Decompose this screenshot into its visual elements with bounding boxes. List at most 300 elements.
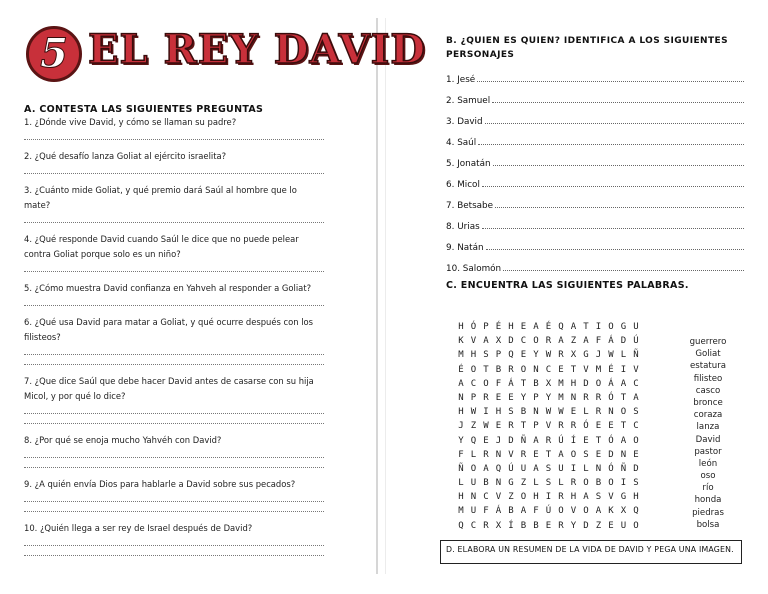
grid-letter[interactable]: J	[458, 421, 465, 432]
grid-letter[interactable]: B	[520, 520, 527, 531]
grid-letter[interactable]: T	[520, 421, 527, 432]
grid-letter[interactable]: H	[458, 407, 465, 418]
grid-letter[interactable]: A	[533, 435, 540, 446]
grid-letter[interactable]: M	[595, 364, 602, 375]
grid-letter[interactable]: Á	[608, 378, 615, 389]
grid-letter[interactable]: A	[633, 392, 640, 403]
grid-letter[interactable]: O	[583, 506, 590, 517]
grid-letter[interactable]: A	[558, 449, 565, 460]
grid-letter[interactable]: H	[495, 407, 502, 418]
grid-letter[interactable]: H	[570, 378, 577, 389]
grid-letter[interactable]: D	[633, 463, 640, 474]
grid-letter[interactable]: Y	[545, 392, 552, 403]
section-a	[24, 104, 324, 556]
grid-letter[interactable]: R	[508, 421, 515, 432]
grid-letter[interactable]: R	[570, 478, 577, 489]
grid-letter[interactable]: K	[458, 336, 465, 347]
grid-letter[interactable]: Q	[495, 463, 502, 474]
grid-letter[interactable]: V	[583, 364, 590, 375]
grid-letter[interactable]: X	[545, 378, 552, 389]
grid-row	[455, 336, 643, 350]
grid-letter[interactable]: Q	[633, 506, 640, 517]
grid-letter[interactable]: O	[558, 506, 565, 517]
search-word: bronce	[693, 397, 723, 408]
grid-letter[interactable]: R	[545, 435, 552, 446]
grid-letter[interactable]: R	[558, 520, 565, 531]
grid-letter[interactable]: O	[620, 407, 627, 418]
grid-letter[interactable]: G	[620, 322, 627, 332]
grid-row	[455, 521, 643, 535]
grid-letter[interactable]: E	[633, 449, 640, 460]
question-text: 2. ¿Qué desafío lanza Goliat al ejército israelita?	[24, 151, 227, 161]
grid-letter[interactable]: E	[595, 449, 602, 460]
grid-letter[interactable]: O	[470, 364, 477, 375]
grid-letter[interactable]: O	[533, 336, 540, 347]
grid-letter[interactable]: R	[483, 520, 490, 531]
grid-letter[interactable]: O	[608, 478, 615, 489]
grid-letter[interactable]: E	[495, 421, 502, 432]
grid-letter[interactable]: A	[458, 378, 465, 389]
grid-letter[interactable]: C	[633, 421, 640, 432]
grid-letter[interactable]: B	[533, 520, 540, 531]
grid-letter[interactable]: W	[470, 407, 477, 418]
grid-letter[interactable]: H	[458, 492, 465, 503]
grid-letter[interactable]: Ñ	[620, 463, 627, 474]
grid-letter[interactable]: W	[545, 407, 552, 418]
grid-letter[interactable]: E	[520, 322, 527, 332]
grid-letter[interactable]: Y	[458, 435, 465, 446]
grid-letter[interactable]: E	[483, 435, 490, 446]
grid-letter[interactable]: L	[458, 478, 465, 489]
grid-letter[interactable]: F	[495, 378, 502, 389]
grid-letter[interactable]: C	[633, 378, 640, 389]
grid-letter[interactable]: W	[608, 350, 615, 361]
grid-letter[interactable]: Á	[608, 336, 615, 347]
grid-row	[455, 407, 643, 421]
grid-letter[interactable]: H	[633, 492, 640, 503]
character-answer-line[interactable]	[495, 207, 744, 208]
grid-letter[interactable]: Í	[570, 435, 577, 446]
grid-letter[interactable]: S	[508, 407, 515, 418]
grid-letter[interactable]: E	[608, 421, 615, 432]
grid-letter[interactable]: D	[508, 435, 515, 446]
search-word: Goliat	[695, 349, 721, 360]
character-row	[446, 148, 744, 169]
grid-letter[interactable]: A	[533, 463, 540, 474]
character-answer-line[interactable]	[478, 144, 744, 145]
character-answer-line[interactable]	[482, 186, 744, 187]
grid-letter[interactable]: R	[483, 392, 490, 403]
grid-letter[interactable]: R	[570, 421, 577, 432]
grid-letter[interactable]: H	[570, 492, 577, 503]
grid-letter[interactable]: L	[583, 407, 590, 418]
grid-letter[interactable]: Y	[533, 350, 540, 361]
grid-letter[interactable]: L	[583, 463, 590, 474]
grid-letter[interactable]: V	[545, 421, 552, 432]
question-block	[24, 315, 324, 365]
character-answer-line[interactable]	[485, 123, 744, 124]
grid-row	[455, 393, 643, 407]
grid-letter[interactable]: E	[583, 435, 590, 446]
grid-letter[interactable]: E	[570, 407, 577, 418]
grid-letter[interactable]: O	[570, 449, 577, 460]
grid-letter[interactable]: I	[620, 478, 627, 489]
grid-letter[interactable]: A	[583, 336, 590, 347]
grid-letter[interactable]: Á	[495, 506, 502, 517]
grid-letter[interactable]: V	[570, 506, 577, 517]
grid-letter[interactable]: Z	[570, 336, 577, 347]
grid-letter[interactable]: Z	[470, 421, 477, 432]
grid-letter[interactable]: A	[595, 506, 602, 517]
question-block	[24, 183, 324, 223]
grid-letter[interactable]: A	[570, 322, 577, 332]
grid-letter[interactable]: B	[520, 407, 527, 418]
answer-line[interactable]	[24, 414, 324, 424]
grid-letter[interactable]: P	[495, 350, 502, 361]
grid-row	[455, 464, 643, 478]
grid-letter[interactable]: U	[633, 322, 640, 332]
answer-line[interactable]	[24, 213, 324, 223]
grid-letter[interactable]: O	[633, 520, 640, 531]
grid-letter[interactable]: W	[545, 350, 552, 361]
grid-letter[interactable]: N	[495, 478, 502, 489]
grid-letter[interactable]: Y	[520, 392, 527, 403]
character-row	[446, 127, 744, 148]
section-b-title: B. ¿QUIEN ES QUIEN? IDENTIFICA A LOS SIGUIENTES PERSONAJES	[446, 36, 728, 60]
grid-letter[interactable]: A	[620, 435, 627, 446]
grid-letter[interactable]: U	[620, 520, 627, 531]
grid-letter[interactable]: E	[595, 421, 602, 432]
grid-letter[interactable]: T	[570, 364, 577, 375]
grid-letter[interactable]: Ó	[608, 463, 615, 474]
grid-letter[interactable]: N	[495, 449, 502, 460]
grid-letter[interactable]: X	[620, 506, 627, 517]
character-row	[446, 85, 744, 106]
grid-letter[interactable]: N	[570, 392, 577, 403]
grid-letter[interactable]: Q	[458, 520, 465, 531]
word-list	[680, 336, 736, 531]
grid-letter[interactable]: V	[633, 364, 640, 375]
grid-letter[interactable]: S	[595, 492, 602, 503]
grid-letter[interactable]: R	[595, 392, 602, 403]
grid-row	[455, 421, 643, 435]
answer-line[interactable]	[24, 502, 324, 512]
grid-letter[interactable]: B	[483, 478, 490, 489]
grid-letter[interactable]: É	[608, 364, 615, 375]
grid-letter[interactable]: N	[533, 407, 540, 418]
character-row	[446, 106, 744, 127]
answer-line[interactable]	[24, 546, 324, 556]
grid-letter[interactable]: X	[495, 336, 502, 347]
answer-line[interactable]	[24, 458, 324, 468]
grid-letter[interactable]: Í	[508, 520, 515, 531]
answer-line[interactable]	[24, 262, 324, 272]
grid-letter[interactable]: D	[608, 449, 615, 460]
grid-row	[455, 436, 643, 450]
grid-letter[interactable]: W	[483, 421, 490, 432]
question-text: 5. ¿Cómo muestra David confianza en Yahveh al responder a Goliat?	[24, 283, 312, 293]
grid-letter[interactable]: L	[470, 449, 477, 460]
search-word: coraza	[693, 410, 723, 421]
grid-letter[interactable]: S	[545, 478, 552, 489]
grid-letter[interactable]: N	[620, 449, 627, 460]
grid-letter[interactable]: T	[483, 364, 490, 375]
section-d-title: D. ELABORA UN RESUMEN DE LA VIDA DE DAVID Y PEGA UNA IMAGEN.	[446, 545, 734, 554]
grid-letter[interactable]: H	[470, 350, 477, 361]
character-label: 3. David	[446, 117, 483, 127]
character-label: 10. Salomón	[446, 264, 502, 274]
character-answer-line[interactable]	[477, 81, 744, 82]
grid-letter[interactable]: E	[508, 392, 515, 403]
grid-letter[interactable]: R	[595, 407, 602, 418]
grid-row	[455, 506, 643, 520]
grid-letter[interactable]: P	[483, 322, 490, 332]
grid-letter[interactable]: R	[508, 364, 515, 375]
grid-letter[interactable]: Á	[508, 378, 515, 389]
grid-letter[interactable]: L	[558, 478, 565, 489]
grid-letter[interactable]: R	[558, 421, 565, 432]
grid-letter[interactable]: B	[533, 378, 540, 389]
grid-letter[interactable]: N	[458, 392, 465, 403]
grid-letter[interactable]: Ó	[608, 435, 615, 446]
grid-letter[interactable]: S	[633, 407, 640, 418]
grid-letter[interactable]: A	[620, 378, 627, 389]
grid-letter[interactable]: E	[520, 350, 527, 361]
grid-letter[interactable]: Z	[508, 492, 515, 503]
grid-letter[interactable]: É	[458, 364, 465, 375]
grid-letter[interactable]: T	[620, 392, 627, 403]
grid-letter[interactable]: C	[470, 378, 477, 389]
grid-letter[interactable]: V	[495, 492, 502, 503]
answer-line[interactable]	[24, 296, 324, 306]
grid-letter[interactable]: O	[520, 364, 527, 375]
grid-letter[interactable]: T	[583, 322, 590, 332]
grid-letter[interactable]: Z	[520, 478, 527, 489]
grid-letter[interactable]: O	[595, 378, 602, 389]
grid-letter[interactable]: N	[533, 364, 540, 375]
grid-letter[interactable]: Ñ	[520, 435, 527, 446]
grid-letter[interactable]: D	[508, 336, 515, 347]
grid-letter[interactable]: O	[633, 435, 640, 446]
grid-letter[interactable]: T	[595, 435, 602, 446]
grid-letter[interactable]: O	[483, 378, 490, 389]
grid-letter[interactable]: R	[520, 449, 527, 460]
grid-letter[interactable]: Ó	[608, 392, 615, 403]
grid-letter[interactable]: Q	[470, 435, 477, 446]
grid-letter[interactable]: Y	[570, 520, 577, 531]
question-text: 6. ¿Qué usa David para matar a Goliat, y qué ocurre después con los filisteos?	[24, 317, 314, 342]
page-divider	[376, 18, 378, 574]
grid-letter[interactable]: C	[470, 520, 477, 531]
grid-letter[interactable]: Ú	[633, 336, 640, 347]
grid-letter[interactable]: T	[620, 421, 627, 432]
grid-letter[interactable]: P	[470, 392, 477, 403]
answer-line[interactable]	[24, 404, 324, 414]
grid-letter[interactable]: U	[470, 478, 477, 489]
grid-letter[interactable]: M	[458, 350, 465, 361]
character-label: 7. Betsabe	[446, 201, 494, 211]
grid-letter[interactable]: J	[495, 435, 502, 446]
grid-letter[interactable]: E	[533, 449, 540, 460]
section-a-title: A. CONTESTA LAS SIGUIENTES PREGUNTAS	[24, 104, 264, 115]
answer-line[interactable]	[24, 448, 324, 458]
grid-letter[interactable]: E	[495, 392, 502, 403]
grid-letter[interactable]: M	[558, 392, 565, 403]
grid-letter[interactable]: R	[558, 492, 565, 503]
grid-letter[interactable]: N	[595, 463, 602, 474]
grid-letter[interactable]: P	[533, 421, 540, 432]
grid-letter[interactable]: É	[495, 322, 502, 332]
answer-line[interactable]	[24, 345, 324, 355]
answer-line[interactable]	[24, 492, 324, 502]
grid-letter[interactable]: G	[620, 492, 627, 503]
grid-letter[interactable]: Ó	[583, 421, 590, 432]
answer-line[interactable]	[24, 355, 324, 365]
character-answer-line[interactable]	[493, 165, 744, 166]
grid-letter[interactable]: V	[508, 449, 515, 460]
grid-letter[interactable]: F	[483, 506, 490, 517]
character-label: 2. Samuel	[446, 96, 491, 106]
grid-letter[interactable]: O	[583, 478, 590, 489]
grid-row	[455, 350, 643, 364]
grid-letter[interactable]: B	[595, 478, 602, 489]
grid-letter[interactable]: Ñ	[633, 350, 640, 361]
grid-letter[interactable]: F	[595, 336, 602, 347]
answer-line[interactable]	[24, 536, 324, 546]
grid-letter[interactable]: S	[583, 449, 590, 460]
search-word: oso	[700, 471, 716, 482]
grid-letter[interactable]: R	[483, 449, 490, 460]
grid-letter[interactable]: E	[608, 520, 615, 531]
grid-letter[interactable]: A	[483, 336, 490, 347]
grid-letter[interactable]: K	[608, 506, 615, 517]
word-search-grid	[455, 322, 643, 535]
character-row	[446, 190, 744, 211]
grid-letter[interactable]: S	[545, 463, 552, 474]
grid-letter[interactable]: U	[520, 463, 527, 474]
grid-letter[interactable]: F	[533, 506, 540, 517]
grid-letter[interactable]: I	[595, 322, 602, 332]
question-text: 9. ¿A quién envía Dios para hablarle a David sobre sus pecados?	[24, 479, 296, 489]
grid-letter[interactable]: G	[508, 478, 515, 489]
grid-letter[interactable]: O	[470, 463, 477, 474]
grid-letter[interactable]: E	[545, 520, 552, 531]
grid-letter[interactable]: Q	[558, 322, 565, 332]
question-text: 8. ¿Por qué se enoja mucho Yahvéh con David?	[24, 435, 222, 445]
character-row	[446, 64, 744, 85]
grid-letter[interactable]: N	[608, 407, 615, 418]
grid-row	[455, 379, 643, 393]
grid-letter[interactable]: A	[483, 463, 490, 474]
grid-letter[interactable]: O	[520, 492, 527, 503]
grid-letter[interactable]: Ú	[545, 506, 552, 517]
grid-letter[interactable]: P	[533, 392, 540, 403]
grid-letter[interactable]: X	[570, 350, 577, 361]
grid-letter[interactable]: Ú	[558, 435, 565, 446]
grid-letter[interactable]: R	[583, 392, 590, 403]
grid-letter[interactable]: A	[583, 492, 590, 503]
grid-letter[interactable]: I	[483, 407, 490, 418]
grid-letter[interactable]: H	[458, 322, 465, 332]
grid-letter[interactable]: J	[595, 350, 602, 361]
grid-letter[interactable]: U	[470, 506, 477, 517]
chapter-number-badge	[26, 26, 82, 82]
grid-letter[interactable]: F	[458, 449, 465, 460]
grid-letter[interactable]: É	[545, 322, 552, 332]
question-block	[24, 115, 324, 140]
section-b	[446, 34, 744, 291]
grid-letter[interactable]: T	[520, 378, 527, 389]
grid-letter[interactable]: Ú	[508, 463, 515, 474]
character-label: 1. Jesé	[446, 75, 476, 85]
answer-line[interactable]	[24, 130, 324, 140]
grid-letter[interactable]: A	[533, 322, 540, 332]
question-block	[24, 281, 324, 306]
grid-letter[interactable]: L	[533, 478, 540, 489]
grid-letter[interactable]: Q	[508, 350, 515, 361]
grid-letter[interactable]: B	[508, 506, 515, 517]
grid-letter[interactable]: V	[608, 492, 615, 503]
grid-letter[interactable]: N	[470, 492, 477, 503]
grid-letter[interactable]: L	[620, 350, 627, 361]
grid-letter[interactable]: I	[620, 364, 627, 375]
grid-letter[interactable]: I	[545, 492, 552, 503]
search-word: guerrero	[689, 337, 727, 347]
question-block	[24, 374, 324, 424]
grid-letter[interactable]: S	[633, 478, 640, 489]
grid-letter[interactable]: M	[458, 506, 465, 517]
grid-letter[interactable]: G	[583, 350, 590, 361]
grid-letter[interactable]: Ñ	[458, 463, 465, 474]
grid-letter[interactable]: E	[558, 364, 565, 375]
grid-letter[interactable]: Z	[595, 520, 602, 531]
grid-letter[interactable]: D	[620, 336, 627, 347]
grid-letter[interactable]: X	[495, 520, 502, 531]
character-answer-line[interactable]	[482, 228, 744, 229]
grid-letter[interactable]: H	[508, 322, 515, 332]
grid-letter[interactable]: R	[558, 350, 565, 361]
grid-letter[interactable]: A	[558, 336, 565, 347]
question-block	[24, 433, 324, 468]
grid-letter[interactable]: I	[570, 463, 577, 474]
grid-letter[interactable]: V	[470, 336, 477, 347]
grid-letter[interactable]: Ó	[470, 322, 477, 332]
grid-letter[interactable]: C	[545, 364, 552, 375]
grid-letter[interactable]: M	[558, 378, 565, 389]
grid-letter[interactable]: W	[558, 407, 565, 418]
grid-letter[interactable]: D	[583, 378, 590, 389]
grid-letter[interactable]: H	[533, 492, 540, 503]
grid-letter[interactable]: B	[495, 364, 502, 375]
character-answer-line[interactable]	[486, 249, 744, 250]
grid-letter[interactable]: R	[545, 336, 552, 347]
grid-letter[interactable]: T	[545, 449, 552, 460]
grid-letter[interactable]: C	[483, 492, 490, 503]
grid-letter[interactable]: D	[583, 520, 590, 531]
character-row	[446, 169, 744, 190]
character-row	[446, 211, 744, 232]
character-answer-line[interactable]	[492, 102, 744, 103]
grid-letter[interactable]: A	[520, 506, 527, 517]
character-label: 4. Saúl	[446, 138, 477, 148]
grid-letter[interactable]: U	[558, 463, 565, 474]
character-answer-line[interactable]	[503, 270, 744, 271]
grid-letter[interactable]: O	[608, 322, 615, 332]
grid-letter[interactable]: S	[483, 350, 490, 361]
answer-line[interactable]	[24, 164, 324, 174]
search-word: león	[698, 458, 718, 469]
grid-letter[interactable]: C	[520, 336, 527, 347]
